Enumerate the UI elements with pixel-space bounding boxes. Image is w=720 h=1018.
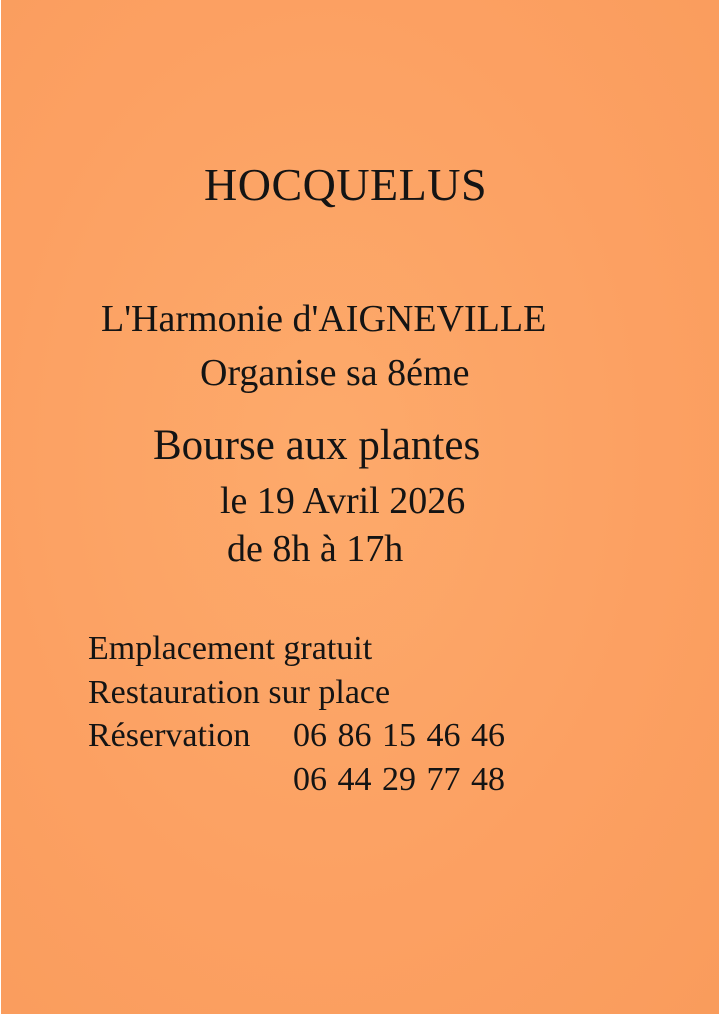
organise-line: Organise sa 8éme [200, 352, 470, 394]
info-reservation-label: Réservation [88, 717, 251, 754]
phone-number-1: 06 86 15 46 46 [293, 717, 505, 754]
event-date: le 19 Avril 2026 [220, 480, 466, 522]
poster-title: HOCQUELUS [204, 159, 488, 210]
organizer-name: L'Harmonie d'AIGNEVILLE [101, 298, 547, 340]
phone-number-2: 06 44 29 77 48 [293, 761, 505, 798]
poster-page [1, 0, 719, 1014]
event-name: Bourse aux plantes [153, 422, 481, 469]
info-restauration: Restauration sur place [88, 674, 391, 711]
info-emplacement: Emplacement gratuit [88, 630, 373, 667]
event-hours: de 8h à 17h [227, 528, 404, 570]
